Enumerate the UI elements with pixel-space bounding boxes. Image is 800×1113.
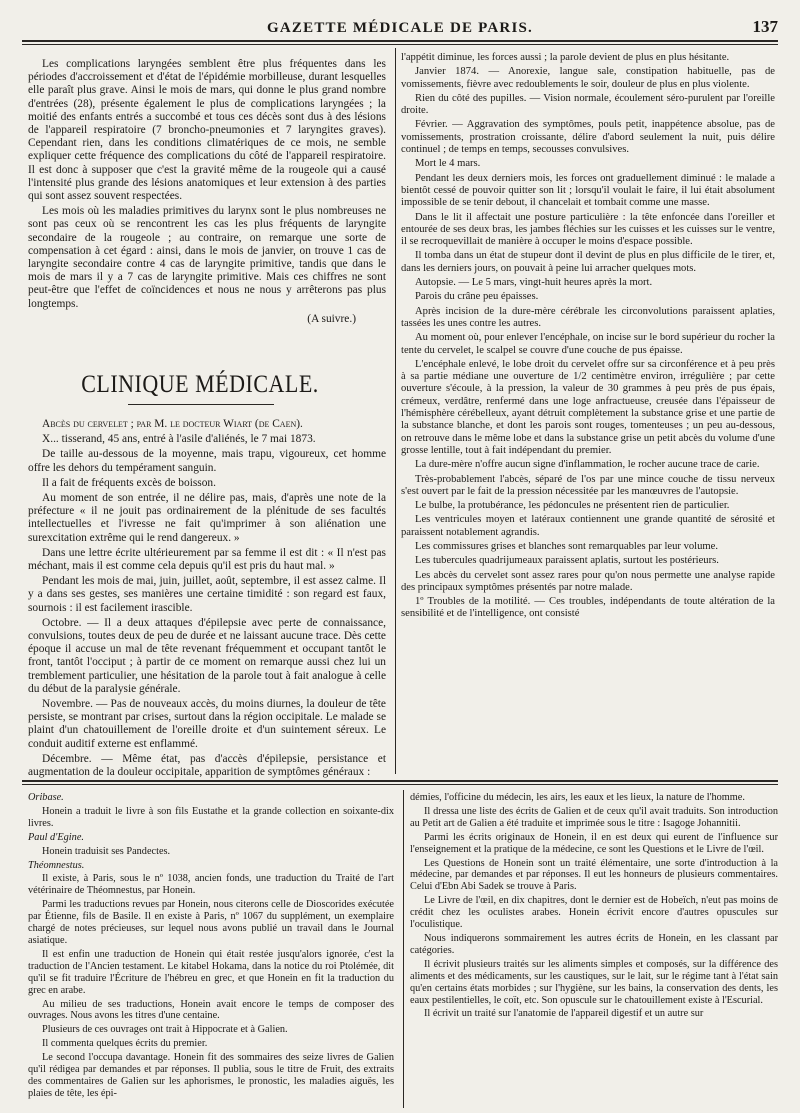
right-column-top <box>401 52 775 623</box>
paragraph: Parmi les écrits originaux de Honein, il en est deux qui eurent de l'influence sur l'enseignement et la pratique de la médecine, ce sont les Questions et le Livre de l'œil. <box>410 831 778 855</box>
paragraph: Il écrivit plusieurs traités sur les aliments simples et composés, sur la différence des aliments et des médicaments, sur les caustiques, sur le lait, sur le régime tant à l'état sain qu'en certains états morbides ; sur l'hygiène, sur les bains, la conservation des dents, les eaux pestilentielles, le coït, etc. Son opuscule sur le chatouillement existe à l'Escurial. <box>410 958 778 1006</box>
paragraph: Au milieu de ses traductions, Honein avait encore le temps de composer des ouvrages. Nous avons les titres d'une centaine. <box>28 998 394 1022</box>
paragraph: Pendant les deux derniers mois, les forces ont graduellement diminué : le malade a bientôt cessé de pouvoir quitter son lit ; lorsqu'il voulait le faire, il lui était absolument impossible de se tenir debout, il chancelait et tombait comme une masse. <box>401 172 775 209</box>
section-title: CLINIQUE MÉDICALE. <box>81 369 319 398</box>
paragraph: Les mois où les maladies primitives du larynx sont le plus nombreuses ne sont pas ceux où se rencontrent les cas les plus fréquents de laryngite secondaire de la rougeole ; au contraire, on remarque une sorte de compensation à cet égard : ainsi, dans le mois de janvier, on trouve 1 cas de laryngite secondaire contre 4 cas de laryngite primitive, tandis que dans le mois de mars il y a 7 cas de laryngite primitive. Mais ces chiffres ne sont peut-être que l'effet de coïncidences et nous ne nous y arrêterons pas plus longtemps. <box>28 205 386 310</box>
paragraph: Le bulbe, la protubérance, les pédoncules ne présentent rien de particulier. <box>415 500 730 512</box>
paragraph: Honein a traduit le livre à son fils Eustathe et la grande collection en soixante-dix livres. <box>28 805 394 829</box>
paragraph: l'appétit diminue, les forces aussi ; la parole devient de plus en plus hésitante. <box>401 52 730 63</box>
paragraph: Au moment où, pour enlever l'encéphale, on incise sur le bord supérieur du rocher la tente du cervelet, le scalpel se couvre d'une couche de pus épaisse. <box>401 332 775 356</box>
feuilleton-left <box>28 792 394 1102</box>
paragraph: Après incision de la dure-mère cérébrale les circonvolutions paraissent aplaties, tassées les unes contre les autres. <box>401 305 775 329</box>
feuilleton-rule <box>22 780 778 782</box>
paragraph: Théomnestus. <box>28 859 85 871</box>
page-header <box>22 14 778 38</box>
header-rule-thin <box>22 44 778 45</box>
paragraph: Il commenta quelques écrits du premier. <box>42 1038 208 1050</box>
paragraph: La dure-mère n'offre aucun signe d'inflammation, le rocher aucune trace de carie. <box>415 459 760 471</box>
journal-title: GAZETTE MÉDICALE DE PARIS. <box>267 20 533 36</box>
paragraph: Parois du crâne peu épaisses. <box>415 291 539 303</box>
paragraph: Le Livre de l'œil, en dix chapitres, dont le dernier est de Hobeïch, n'eut pas moins de crédit chez les oculistes arabes. Honein écrivit encore d'autres opuscules sur l'oculistique. <box>410 895 778 931</box>
paragraph: L'encéphale enlevé, le lobe droit du cervelet offre sur sa circonférence et à peu près à sa partie médiane une ouverture de 1/2 centimètre environ, irrégulière ; par cette ouverture s'écoule, à la pression, la valeur de 30 grammes à peu près de pus épais, crémeux, verdâtre, renfermé dans une loge anfractueuse, creusée dans l'épaisseur de l'hémisphère cérébelleux, ayant détruit complètement la substance grise et une partie de la substance blanche, et dont les parois sont rouges, tomenteuses ; un peu au-dessous, on retrouve dans le même lobe et dans la substance grise un petit abcès du volume d'une grosse lentille, tout à fait indépendant du premier. <box>401 358 775 456</box>
paragraph: Novembre. — Pas de nouveaux accès, du moins diurnes, la douleur de tête persiste, se montrant par crises, surtout dans la région occipitale. Le malade se plaint d'un chatouillement de l'oreille droite et d'un suintement séreux. Le conduit auditif externe est enflammé. <box>28 698 386 750</box>
paragraph: Les commissures grises et blanches sont remarquables par leur volume. <box>415 540 719 552</box>
paragraph: Dans une lettre écrite ultérieurement par sa femme il est dit : « Il n'est pas méchant, mais il est comme cela depuis qu'il est pris du haut mal. » <box>28 546 386 573</box>
paragraph: Les abcès du cervelet sont assez rares pour qu'on nous permette une analyse rapide des principaux symptômes présentés par notre malade. <box>401 569 775 593</box>
paragraph: Il tomba dans un état de stupeur dont il devint de plus en plus difficile de le tirer, et, dans les derniers jours, on pouvait à peine lui arracher quelques mots. <box>401 250 775 274</box>
paragraph: Octobre. — Il a deux attaques d'épilepsie avec perte de connaissance, convulsions, toutes deux de peu de durée et ne laissant aucune trace. Dès cette époque il accuse un mal de tête revenant fréquemment et occupant tantôt le front, tantôt l'occiput ; à partir de ce moment on remarque aussi chez lui un tremblement particulier, une hésitation de la parole tout à fait analogue à celle du début de la paralysie générale. <box>28 616 386 695</box>
paragraph: Les complications laryngées semblent être plus fréquentes dans les périodes d'accroissement et d'état de l'épidémie morbilleuse, durant lesquelles elle paraît plus grave. Ainsi le mois de mars, qui donne le plus grand nombre d'entrées (28), présente également le plus de complications laryngées ; la moitié des enfants entrés a succombé et tous ces décès sont dus à des lésions de l'appareil respiratoire (7 broncho-pneumonies et 7 laryngites graves). Cependant rien, dans les conditions climatériques de ce mois, ne semble expliquer cette fréquence des complications du côté de l'appareil respiratoire. Il est donc à supposer que c'est la gravité même de la rougeole qui a causé l'intensité plus grande des lésions anatomiques et leur extension à des parties qui sont assez souvent respectées. <box>28 58 386 203</box>
paragraph: Le second l'occupa davantage. Honein fit des sommaires des seize livres de Galien qu'il rédigea par demandes et par réponses. Il publia, sous le titre de Fruit, des extraits des commentaires de Galien sur les aphorismes, le pronostic, les maladies aiguës, les plaies de tête, les épi- <box>28 1052 394 1099</box>
paragraph: De taille au-dessous de la moyenne, mais trapu, vigoureux, cet homme offre les dehors du tempérament sanguin. <box>28 448 386 474</box>
paragraph: 1º Troubles de la motilité. — Ces troubles, indépendants de toute altération de la sensibilité et de l'intelligence, ont consisté <box>401 596 775 620</box>
paragraph: Parmi les traductions revues par Honein, nous citerons celle de Dioscorides exécutée par Étienne, fils de Basile. Il en existe à Paris, nº 1067 du supplément, un exemplaire chargé de notes précieuses, sur lequel nous avons publié un travail dans le Journal asiatique. <box>28 899 394 946</box>
paragraph: Nous indiquerons sommairement les autres écrits de Honein, en les classant par catégories. <box>410 932 778 956</box>
paragraph: Les Questions de Honein sont un traité élémentaire, une sorte d'introduction à la médecine, par demandes et par réponses. Il eut les honneurs de plusieurs commentaires. Celui d'Ebn Abi Sadek se trouve à Paris. <box>410 857 778 893</box>
paragraph: Il dressa une liste des écrits de Galien et de ceux qu'il avait traduits. Son introduction au Petit art de Galien a été traduite et imprimée sous le titre : Isagoge Johannitii. <box>410 805 778 829</box>
paragraph: Pendant les mois de mai, juin, juillet, août, septembre, il est assez calme. Il y a dans ses gestes, ses manières une certaine timidité : son regard est faux, sournois : il est facilement irascible. <box>28 575 386 614</box>
paragraph: X... tisserand, 45 ans, entré à l'asile d'aliénés, le 7 mai 1873. <box>42 433 316 446</box>
paragraph: Il a fait de fréquents excès de boisson. <box>42 476 216 489</box>
paragraph: Rien du côté des pupilles. — Vision normale, écoulement séro-purulent par l'oreille droite. <box>401 92 775 117</box>
feuilleton-divider <box>403 790 404 1108</box>
paragraph: Dans le lit il affectait une posture particulière : la tête enfoncée dans l'oreiller et entourée de ses deux bras, les jambes fléchies sur les cuisses et les cuisses sur le ventre, il se recroquevillait de manière à occuper le moins d'espace possible. <box>401 211 775 248</box>
paragraph: Décembre. — Même état, pas d'accès d'épilepsie, persistance et augmentation de la douleur occipitale, apparition de symptômes généraux : <box>28 752 386 779</box>
paragraph: Février. — Aggravation des symptômes, pouls petit, inappétence absolue, pas de vomissements, prostration croissante, délire d'abord seulement la nuit, puis délire continuel ; de temps en temps, secousses convulsives. <box>401 119 775 156</box>
paragraph: Il écrivit un traité sur l'anatomie de l'appareil digestif et un autre sur <box>424 1008 704 1020</box>
paragraph: démies, l'officine du médecin, les airs, les eaux et les lieux, la nature de l'homme. <box>410 792 745 803</box>
feuilleton-right <box>410 792 778 1022</box>
paragraph: Au moment de son entrée, il ne délire pas, mais, d'après une note de la préfecture « il ne jouit pas ordinairement de la plénitude de ses facultés intellectuelles et l'ivresse ne fait qu'imprimer à son aliénation une surexcitation extrême qui le rend dangereux. » <box>28 492 386 544</box>
paragraph: Les tubercules quadrijumeaux paraissent aplatis, surtout les postérieurs. <box>415 555 719 567</box>
paragraph: Paul d'Egine. <box>28 831 84 843</box>
paragraph: Mort le 4 mars. <box>415 158 481 170</box>
feuilleton-rule-thin <box>22 784 778 785</box>
paragraph: Très-probablement l'abcès, séparé de l'os par une mince couche de tissu nerveux s'est ouvert par le fait de la pression nécessitée par les manœuvres de l'autopsie. <box>401 473 775 497</box>
section-title-rule <box>128 404 274 405</box>
left-column-top <box>28 58 386 328</box>
paragraph: Oribase. <box>28 792 64 803</box>
page-number: 137 <box>752 17 778 36</box>
paragraph: Honein traduisit ses Pandectes. <box>42 845 171 857</box>
paragraph: Il existe, à Paris, sous le nº 1038, ancien fonds, une traduction du Traité de l'art vétérinaire de Théomnestus, par Honein. <box>28 873 394 897</box>
paragraph: Autopsie. — Le 5 mars, vingt-huit heures après la mort. <box>415 277 653 289</box>
paragraph: Les ventricules moyen et latéraux contiennent une grande quantité de sérosité et paraissent notablement agrandis. <box>401 514 775 538</box>
to-be-continued: (A suivre.) <box>307 312 356 325</box>
column-divider <box>395 48 396 774</box>
paragraph: Il est enfin une traduction de Honein qui était restée jusqu'alors ignorée, c'est la traduction de l'Ancien testament. Le kitabel Hokama, dans la notice du roi Ptolémée, dit qu'il se fit traduire l'Écriture de l'hébreu en grec, et que Honein en fit la traduction du grec en arabe. <box>28 948 394 996</box>
paragraph: Janvier 1874. — Anorexie, langue sale, constipation habituelle, pas de vomissements, fièvre avec redoublements le soir, douleur de plus en plus violente. <box>401 66 775 90</box>
paragraph: Plusieurs de ces ouvrages ont trait à Hippocrate et à Galien. <box>42 1024 288 1036</box>
left-column-bottom <box>28 418 386 781</box>
article-heading: Abcès du cervelet ; par M. le docteur Wiart (de Caen). <box>42 418 303 430</box>
header-rule <box>22 40 778 42</box>
